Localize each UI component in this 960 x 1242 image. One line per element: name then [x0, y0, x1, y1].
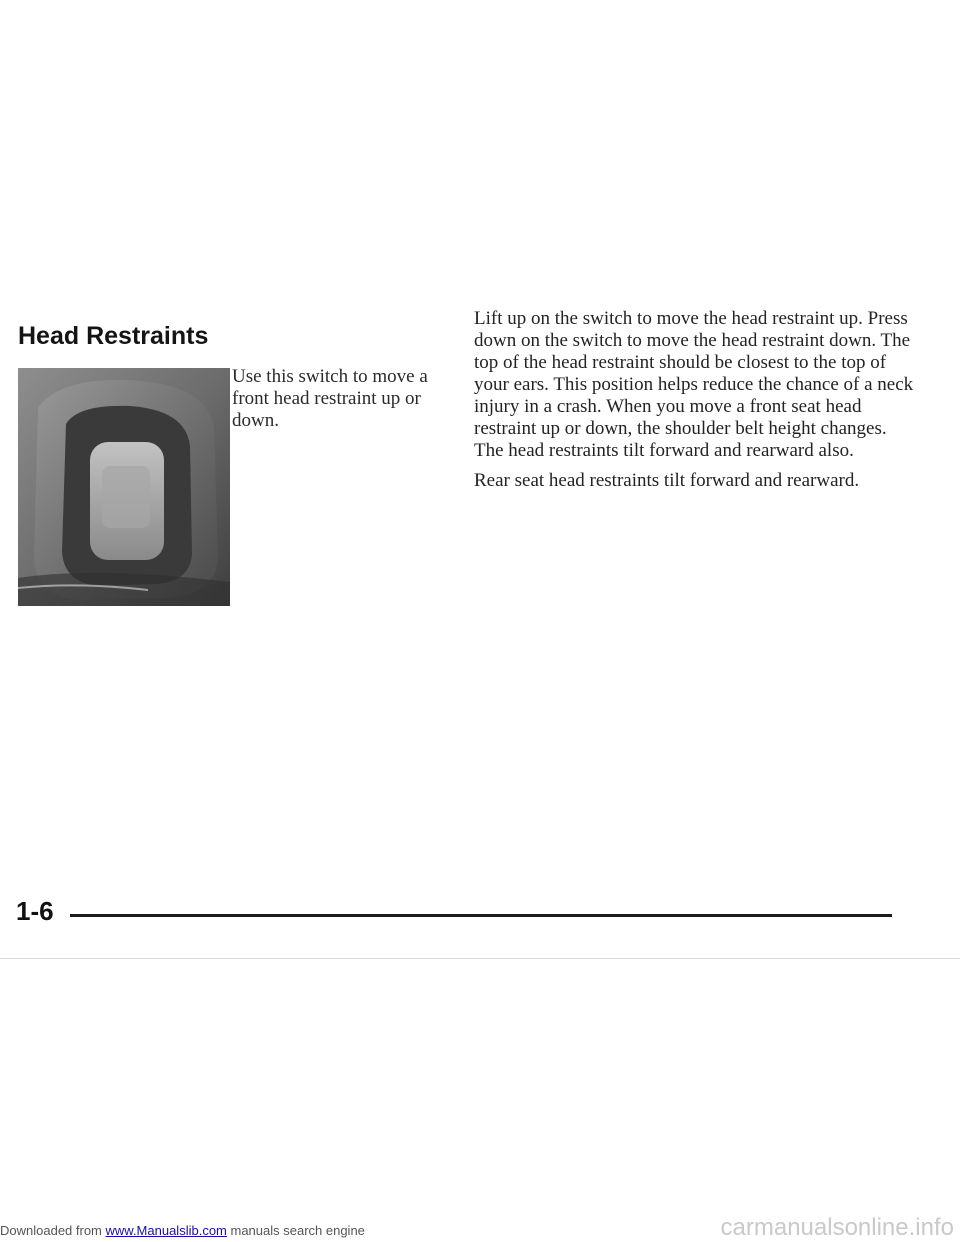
page-number: 1-6 — [16, 896, 54, 926]
manualslib-link[interactable]: www.Manualslib.com — [105, 1223, 227, 1238]
watermark: carmanualsonline.info — [720, 1214, 954, 1241]
section-title: Head Restraints — [18, 322, 209, 350]
head-restraint-switch-photo — [18, 368, 230, 606]
scan-divider — [0, 958, 960, 959]
footer-rule — [70, 914, 892, 917]
paragraph: Rear seat head restraints tilt forward and rearward. — [474, 470, 860, 491]
download-footer — [0, 1223, 365, 1238]
image-caption: Use this switch to move a front head restraint up or down. — [232, 366, 428, 431]
body-text — [474, 308, 914, 500]
footer-prefix: Downloaded from — [0, 1223, 106, 1238]
footer-suffix: manuals search engine — [226, 1223, 365, 1238]
paragraph: Lift up on the switch to move the head restraint up. Press down on the switch to move the head restraint down. The top of the head restraint should be closest to the top of your ears. This position helps reduce the chance of a neck injury in a crash. When you move a front seat head restraint up or down, the shoulder belt height changes. The head restraints tilt forward and rearward also. — [474, 308, 914, 461]
